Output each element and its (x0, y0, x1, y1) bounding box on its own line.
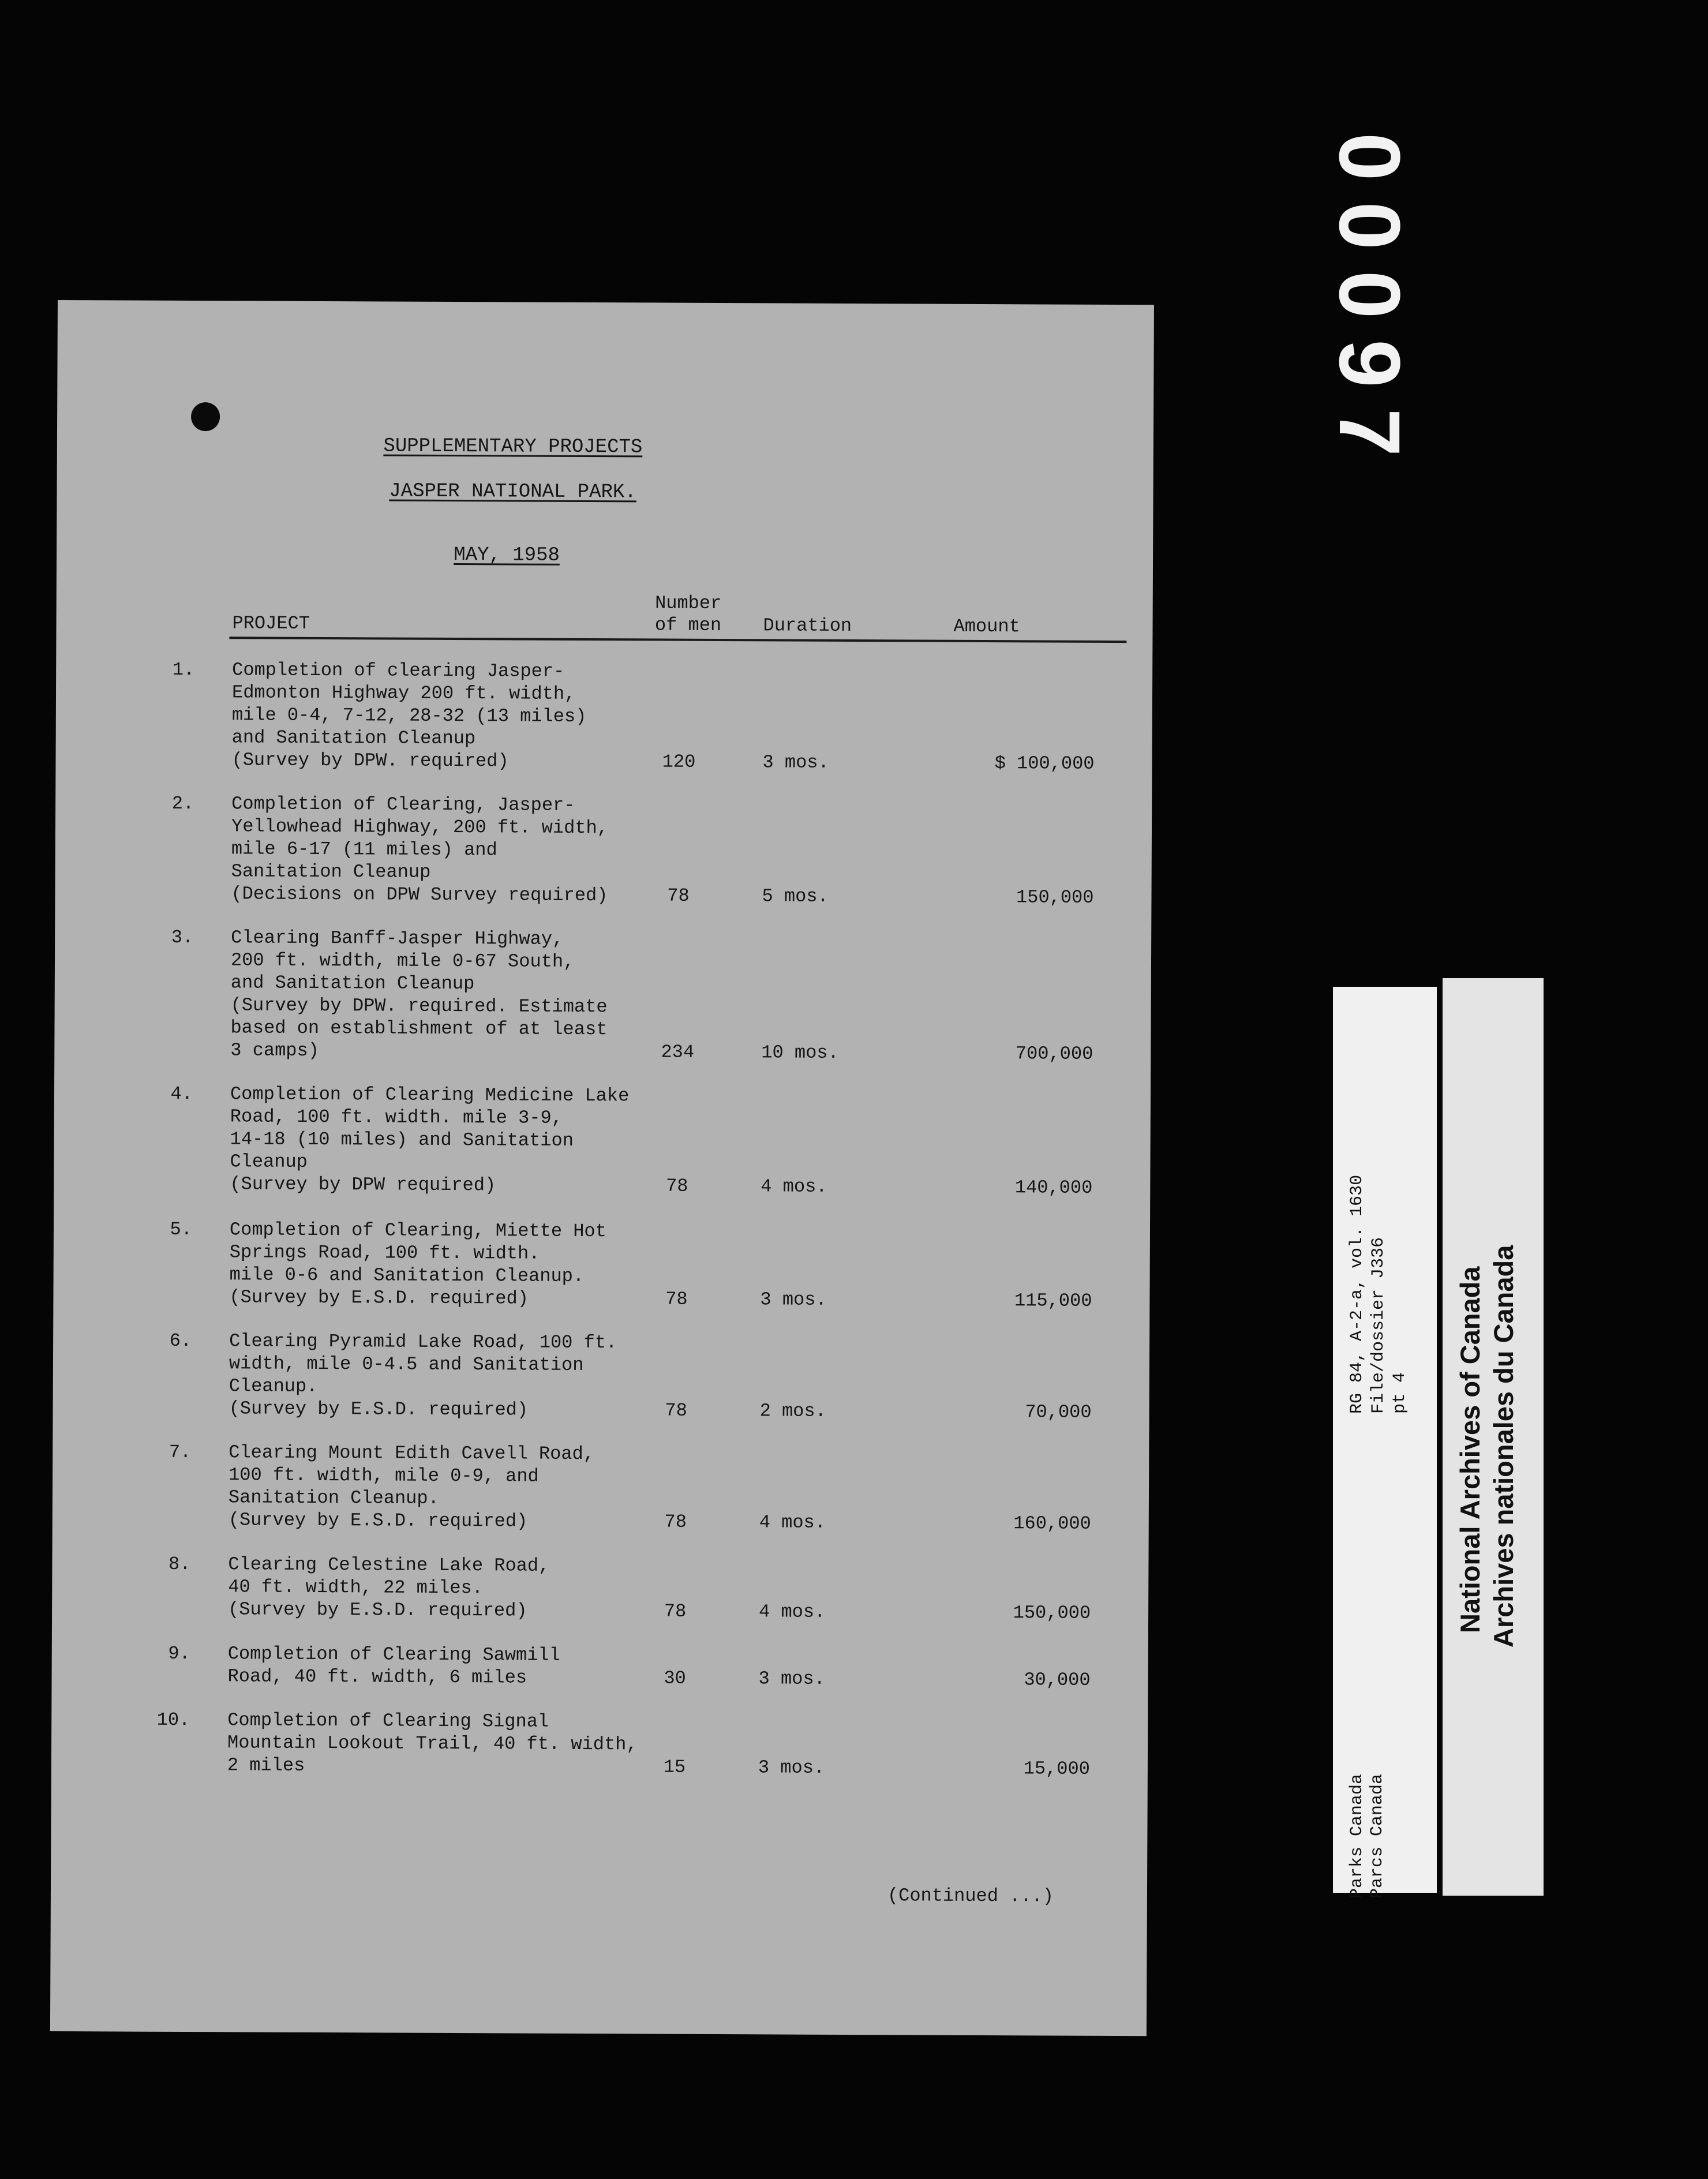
document-title: SUPPLEMENTARY PROJECTS (383, 435, 643, 459)
row-description: Clearing Mount Edith Cavell Road, 100 ft. width, mile 0-9, and Sanitation Cleanup. (Survey by E.S.D. required) (228, 1442, 595, 1532)
archive-reference-label (1333, 987, 1437, 1893)
row-men: 30 (664, 1667, 686, 1689)
row-men: 234 (661, 1041, 695, 1063)
row-description: Completion of Clearing, Jasper- Yellowhead Highway, 200 ft. width, mile 6-17 (11 miles) and Sanitation Cleanup (Decisions on DPW Survey required) (231, 793, 609, 907)
row-amount: 70,000 (1025, 1401, 1092, 1423)
punch-hole (191, 402, 220, 431)
row-duration: 5 mos. (762, 885, 829, 907)
row-duration: 3 mos. (758, 1668, 825, 1690)
row-number: 10. (156, 1709, 190, 1731)
row-men: 78 (666, 1175, 688, 1197)
row-amount: 140,000 (1014, 1177, 1093, 1199)
row-number: 2. (171, 792, 194, 815)
row-men: 78 (665, 1399, 687, 1421)
row-men: 78 (664, 1600, 687, 1622)
row-duration: 4 mos. (761, 1175, 827, 1197)
archive-reference-line: RG 84, A-2-a, vol. 1630 (1347, 1174, 1367, 1414)
row-duration: 3 mos. (762, 751, 829, 773)
project-row (51, 1708, 1148, 1780)
project-row (53, 1329, 1149, 1423)
project-row (53, 1552, 1149, 1624)
archive-reference-line: pt 4 (1390, 1372, 1410, 1414)
row-duration: 4 mos. (759, 1601, 826, 1623)
row-number: 1. (172, 658, 195, 681)
archive-reference-line: File/dossier J336 (1369, 1237, 1388, 1414)
row-duration: 4 mos. (759, 1511, 826, 1533)
document-date: MAY, 1958 (454, 544, 560, 567)
project-row (52, 1642, 1148, 1691)
archives-name-fr: Archives nationales du Canada (1488, 1245, 1519, 1648)
row-duration: 3 mos. (758, 1757, 825, 1779)
microfilm-frame-number: 00097 (1321, 133, 1418, 478)
row-description: Completion of Clearing Medicine Lake Road, 100 ft. width. mile 3-9, 14-18 (10 miles) and Sanitation Cleanup (Survey by DPW required) (230, 1083, 630, 1196)
document-page (50, 300, 1154, 2036)
project-row (54, 1082, 1151, 1199)
continued-note: (Continued ...) (887, 1885, 1054, 1907)
row-amount: 150,000 (1016, 886, 1094, 908)
column-header-project: PROJECT (232, 612, 310, 634)
agency-name: Parcs Canada (1368, 1773, 1387, 1899)
project-row (55, 792, 1152, 908)
row-number: 7. (168, 1441, 192, 1463)
row-number: 5. (170, 1218, 193, 1241)
row-amount: 15,000 (1023, 1758, 1090, 1780)
row-amount: 160,000 (1013, 1512, 1091, 1534)
row-duration: 2 mos. (759, 1400, 826, 1422)
column-header-men: Number of men (654, 592, 722, 637)
row-number: 9. (168, 1642, 190, 1665)
row-description: Completion of Clearing Signal Mountain Lookout Trail, 40 ft. width, 2 miles (227, 1709, 638, 1776)
document-subtitle: JASPER NATIONAL PARK. (389, 480, 636, 504)
row-description: Completion of Clearing Sawmill Road, 40 ft. width, 6 miles (227, 1643, 560, 1688)
row-amount: 115,000 (1014, 1290, 1092, 1312)
row-men: 78 (667, 885, 690, 907)
row-duration: 3 mos. (760, 1289, 827, 1311)
row-description: Clearing Celestine Lake Road, 40 ft. width, 22 miles. (Survey by E.S.D. required) (228, 1553, 550, 1622)
row-number: 4. (170, 1083, 193, 1105)
project-row (56, 658, 1152, 774)
archives-name-en: National Archives of Canada (1455, 1266, 1485, 1633)
row-men: 78 (665, 1288, 688, 1310)
row-description: Clearing Pyramid Lake Road, 100 ft. width, mile 0-4.5 and Sanitation Cleanup. (Survey by E.S.D. required) (229, 1330, 617, 1421)
row-amount: $ 100,000 (994, 752, 1095, 774)
row-duration: 10 mos. (761, 1042, 839, 1064)
column-header-amount: Amount (953, 615, 1020, 638)
row-men: 15 (663, 1756, 686, 1778)
row-amount: 30,000 (1024, 1669, 1091, 1691)
row-amount: 700,000 (1015, 1043, 1093, 1065)
row-men: 78 (664, 1511, 687, 1533)
project-row (55, 926, 1151, 1065)
agency-name: Parks Canada (1347, 1773, 1367, 1899)
row-amount: 150,000 (1013, 1602, 1091, 1624)
row-description: Completion of clearing Jasper- Edmonton Highway 200 ft. width, mile 0-4, 7-12, 28-32 (13 miles) and Sanitation Cleanup (Survey by DPW. required) (231, 659, 587, 772)
row-men: 120 (662, 751, 696, 773)
row-number: 8. (168, 1553, 191, 1575)
project-row (53, 1440, 1149, 1534)
row-description: Clearing Banff-Jasper Highway, 200 ft. width, mile 0-67 South, and Sanitation Cleanup (Survey by DPW. required. Estimate based on establishment of at least 3 camps) (230, 927, 608, 1061)
project-row (54, 1218, 1150, 1312)
column-header-duration: Duration (763, 615, 852, 637)
row-description: Completion of Clearing, Miette Hot Springs Road, 100 ft. width. mile 0-6 and Sanitation Cleanup. (Survey by E.S.D. required) (229, 1219, 606, 1309)
row-number: 6. (169, 1330, 192, 1352)
row-number: 3. (171, 926, 194, 949)
